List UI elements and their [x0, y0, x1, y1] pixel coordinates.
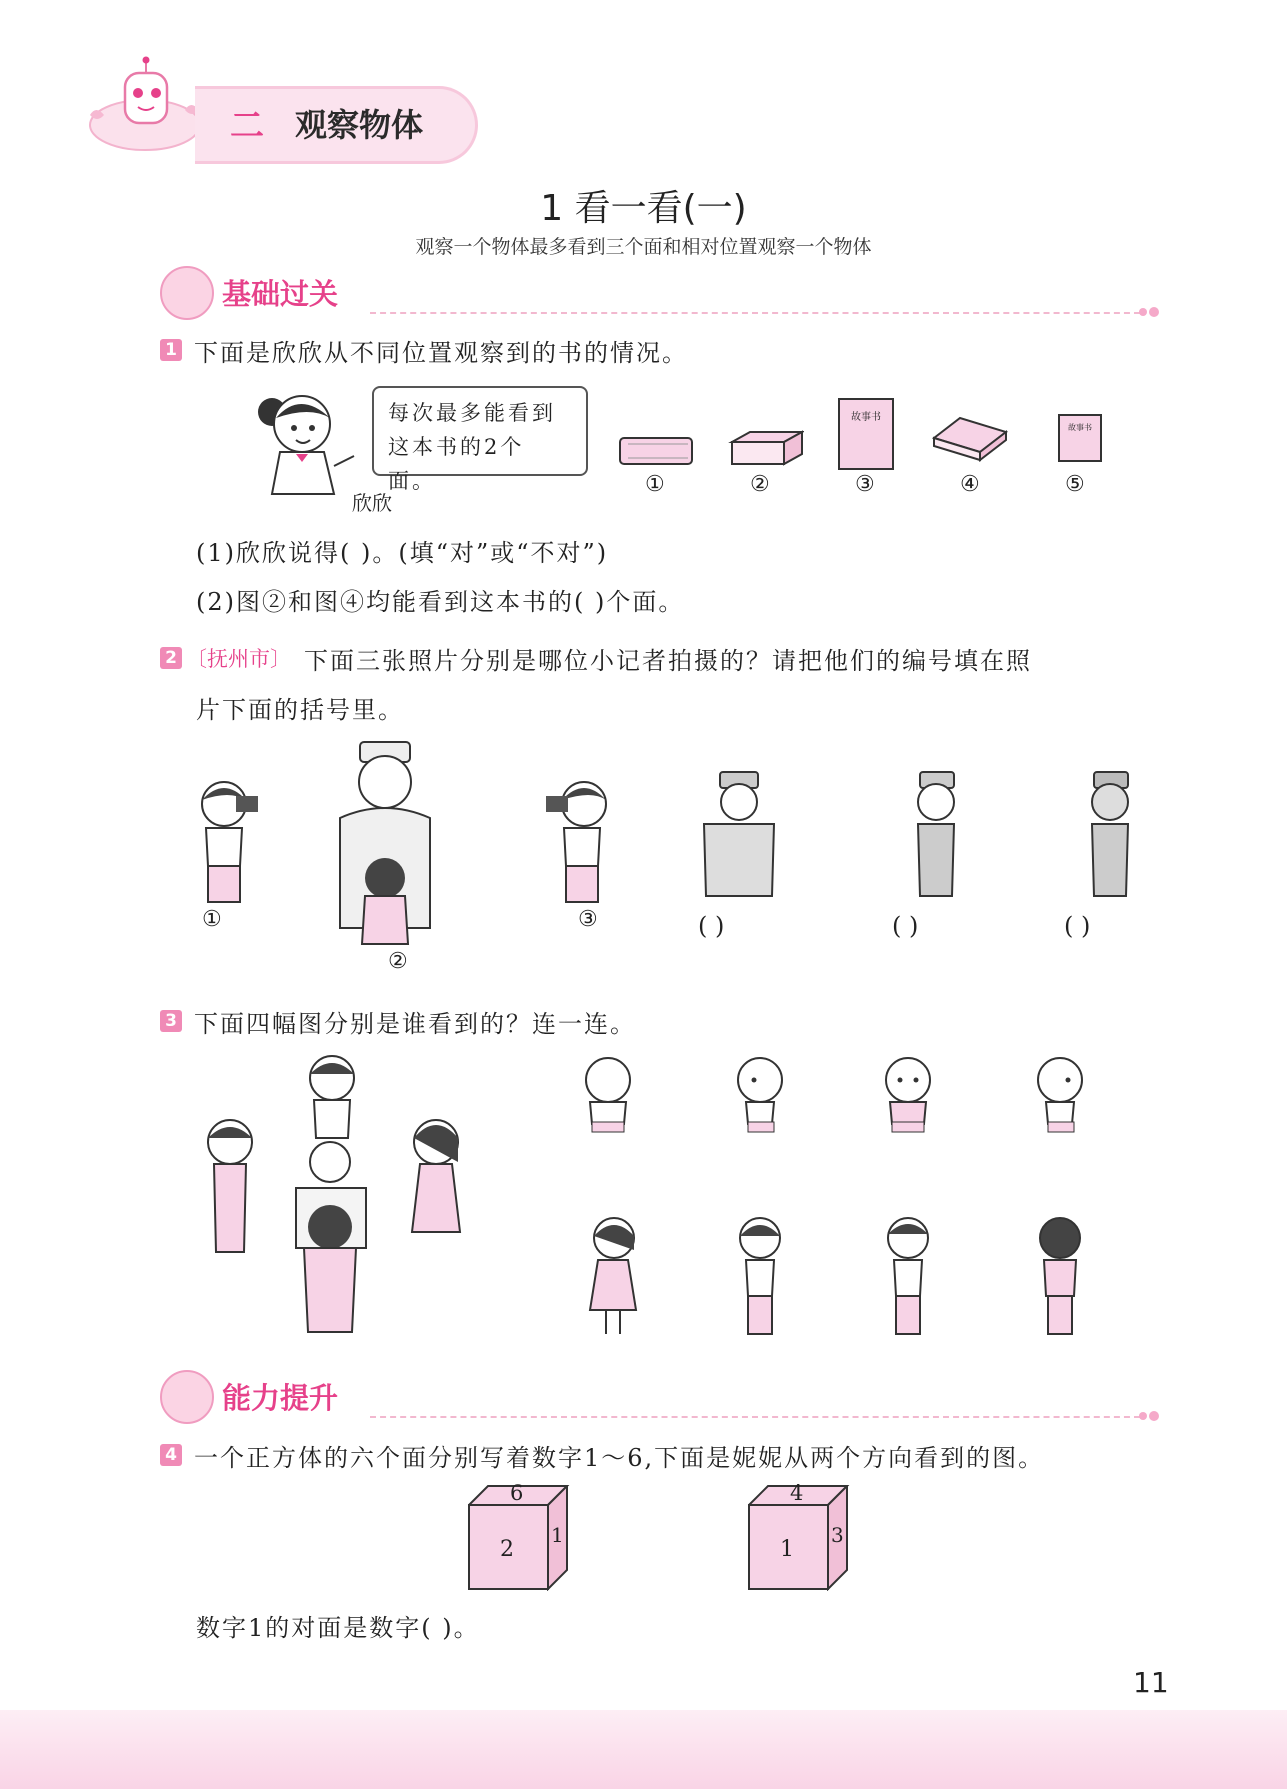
cube-1-front-number: 2 — [500, 1537, 514, 1562]
book-label-5: ⑤ — [1065, 472, 1085, 497]
reporter-3-illustration — [542, 776, 618, 908]
q1-sub-2: (2)图②和图④均能看到这本书的( )个面。 — [196, 588, 685, 616]
lesson-subtitle: 观察一个物体最多看到三个面和相对位置观察一个物体 — [415, 236, 872, 258]
cube-1 — [468, 1481, 588, 1591]
book-view-4 — [932, 414, 1008, 468]
question-1-text: 下面是欣欣从不同位置观察到的书的情况。 — [194, 339, 688, 367]
question-number-4: 4 — [160, 1444, 182, 1466]
section-badge-advanced — [160, 1370, 214, 1424]
mascot-decoration — [80, 55, 210, 155]
photo-soldier-side — [906, 768, 966, 904]
child-girl-pigtails — [730, 1214, 790, 1342]
question-3-text: 下面四幅图分别是谁看到的？连一连。 — [194, 1010, 636, 1038]
photo-soldier-front — [694, 768, 784, 904]
girl-xinxin-illustration — [250, 382, 360, 500]
divider-dots — [1138, 304, 1162, 324]
book-view-1 — [618, 434, 694, 472]
book-label-3: ③ — [855, 472, 875, 497]
footer-band — [0, 1710, 1287, 1789]
book-view-3 — [838, 398, 894, 470]
reporter-1-illustration — [190, 776, 266, 908]
book-label-4: ④ — [960, 472, 980, 497]
photo-answer-blank-1[interactable]: ( ) — [698, 912, 725, 940]
question-4-text: 一个正方体的六个面分别写着数字1～6,下面是妮妮从两个方向看到的图。 — [194, 1444, 1045, 1472]
book-label-1: ① — [645, 472, 665, 497]
cube-1-top-number: 6 — [510, 1481, 524, 1505]
book-cover-title-3: 故事书 — [851, 412, 881, 423]
section-title-basic: 基础过关 — [222, 277, 339, 311]
speech-line-1: 每次最多能看到 — [388, 401, 556, 425]
photo-answer-blank-3[interactable]: ( ) — [1064, 912, 1091, 940]
chapter-title: 观察物体 — [295, 106, 424, 144]
children-around-cat-scene — [200, 1052, 470, 1346]
photo-answer-blank-2[interactable]: ( ) — [892, 912, 919, 940]
book-view-5 — [1058, 414, 1102, 462]
speaker-name: 欣欣 — [352, 491, 392, 515]
cat-view-front — [878, 1056, 938, 1140]
question-number-3: 3 — [160, 1010, 182, 1032]
question-2-tag: 〔抚州市〕 — [186, 647, 291, 671]
book-cover-title-5: 故事书 — [1068, 423, 1092, 432]
q4-answer-line: 数字1的对面是数字( )。 — [196, 1614, 480, 1642]
cube-2-top-number: 4 — [790, 1481, 804, 1505]
question-2-text-line-1: 下面三张照片分别是哪位小记者拍摄的？请把他们的编号填在照 — [304, 647, 1032, 675]
cat-view-side — [730, 1056, 790, 1140]
speech-line-2: 这本书的2个面。 — [388, 435, 525, 493]
q1-sub-1: (1)欣欣说得( )。(填“对”或“不对”) — [196, 539, 609, 567]
reporter-label-1: ① — [202, 907, 222, 932]
child-boy-back — [1030, 1214, 1090, 1342]
page-number: 11 — [1133, 1666, 1169, 1699]
lesson-title: 1 看一看(一) — [540, 188, 747, 229]
reporter-label-3: ③ — [578, 907, 598, 932]
section-divider — [370, 1416, 1140, 1418]
cube-2-front-number: 1 — [780, 1537, 794, 1562]
reporter-label-2: ② — [388, 949, 408, 974]
chapter-number: 二 — [230, 106, 268, 146]
child-boy-front — [878, 1214, 938, 1342]
cat-view-back — [578, 1056, 638, 1140]
section-divider — [370, 312, 1140, 314]
cube-2 — [748, 1481, 868, 1591]
question-number-2: 2 — [160, 647, 182, 669]
book-view-2 — [728, 428, 804, 472]
child-girl-skirt — [580, 1214, 640, 1342]
section-badge-basic — [160, 266, 214, 320]
cube-2-side-number: 3 — [831, 1523, 844, 1547]
question-2-text-line-2: 片下面的括号里。 — [196, 696, 404, 724]
cube-1-side-number: 1 — [551, 1523, 564, 1547]
book-label-2: ② — [750, 472, 770, 497]
question-number-1: 1 — [160, 339, 182, 361]
soldier-and-girl-illustration — [330, 738, 440, 952]
divider-dots — [1138, 1408, 1162, 1428]
speech-bubble — [372, 386, 588, 493]
cat-view-other-side — [1030, 1056, 1090, 1140]
photo-soldier-back-side — [1080, 768, 1140, 904]
section-title-advanced: 能力提升 — [222, 1381, 339, 1415]
